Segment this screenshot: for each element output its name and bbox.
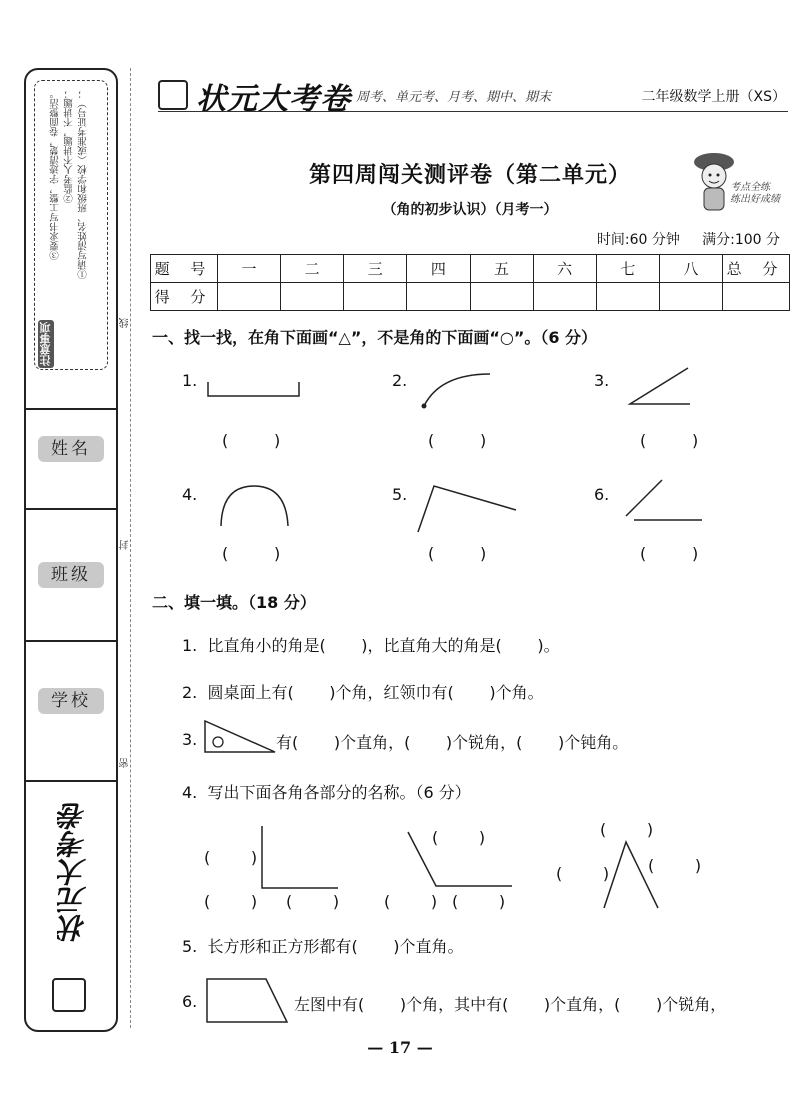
s1-answer-blank[interactable]: ( ) (640, 431, 699, 450)
notice-item-1: ①请写清姓名、班级和学校（或准考证号）； (78, 89, 89, 279)
s1-item-number: 4. (182, 485, 198, 504)
score-cell: 七 (596, 255, 659, 283)
school-panel (26, 640, 116, 782)
grade-label: 二年级数学上册（XS） (641, 89, 786, 105)
s2-q4-blank[interactable]: ( ) (432, 828, 486, 847)
score-table (150, 254, 790, 311)
notice-title: 注意事项 (39, 322, 52, 366)
header-rule (158, 111, 788, 112)
s1-answer-blank[interactable]: ( ) (222, 544, 281, 563)
s2-question-3-number: 3. (182, 730, 198, 749)
s1-answer-blank[interactable]: ( ) (640, 544, 699, 563)
cut-char-close: 密 (120, 758, 131, 768)
s1-answer-blank[interactable]: ( ) (428, 431, 487, 450)
notice-item-3: ③要求书写工整，字迹清楚，卷面整洁。 (50, 89, 61, 260)
s1-figure-curve (218, 482, 292, 528)
s1-answer-blank[interactable]: ( ) (222, 431, 281, 450)
score-input-cell[interactable] (723, 283, 790, 311)
s2-q4-blank[interactable]: ( ) (204, 892, 258, 911)
score-cell: 一 (218, 255, 281, 283)
s1-item-number: 2. (392, 371, 408, 390)
score-cell: 二 (281, 255, 344, 283)
s2-q4-right-angle (258, 824, 342, 892)
s1-item-number: 6. (594, 485, 610, 504)
header-subtitle: 周考、单元考、月考、期中、期末 (356, 90, 552, 105)
section2-heading: 二、填一填。（18 分） (152, 593, 316, 612)
mascot-caption-line-1: 考点全练 (730, 182, 770, 193)
score-cell: 三 (344, 255, 407, 283)
s2-q4-blank[interactable]: ( ) (204, 848, 258, 867)
score-input-cell[interactable] (659, 283, 722, 311)
score-input-cell[interactable] (407, 283, 470, 311)
score-cell-label: 题 号 (151, 255, 218, 283)
score-table-header-row (151, 255, 790, 283)
score-row-label: 得 分 (151, 283, 218, 311)
s2-question-4: 4. 写出下面各角各部分的名称。（6 分） (182, 783, 471, 802)
s1-figure-angle (414, 482, 520, 534)
header-brand: 状元大考卷 (196, 82, 351, 117)
s2-question-5: 5. 长方形和正方形都有( )个直角。 (182, 937, 464, 956)
score-input-cell[interactable] (218, 283, 281, 311)
page-number: — 17 — (367, 1038, 433, 1057)
s2-q4-blank[interactable]: ( ) (600, 820, 654, 839)
score-cell: 八 (659, 255, 722, 283)
s1-figure-bracket (206, 380, 302, 400)
score-input-cell[interactable] (533, 283, 596, 311)
s2-triangle-ruler-icon (202, 718, 278, 756)
score-table-score-row (151, 283, 790, 311)
section1-heading: 一、找一找，在角下面画“△”，不是角的下面画“○”。（6 分） (152, 328, 598, 347)
s2-q4-blank[interactable]: ( ) (384, 892, 438, 911)
name-panel (26, 408, 116, 510)
s1-answer-blank[interactable]: ( ) (428, 544, 487, 563)
mascot-caption-line-2: 练出好成绩 (730, 194, 780, 205)
s1-item-number: 3. (594, 371, 610, 390)
publisher-logo-icon (52, 978, 86, 1012)
s2-q4-blank[interactable]: ( ) (556, 864, 610, 883)
s2-question-3: 有( )个直角，( )个锐角，( )个钝角。 (276, 733, 629, 752)
s2-question-2: 2. 圆桌面上有( )个角，红领巾有( )个角。 (182, 683, 544, 702)
s1-figure-angle (626, 366, 692, 408)
cut-char-line: 线 (120, 318, 131, 328)
score-cell-total: 总 分 (723, 255, 790, 283)
s2-question-1: 1. 比直角小的角是( )，比直角大的角是( )。 (182, 636, 560, 655)
time-info: 时间:60 分钟 满分:100 分 (596, 232, 780, 248)
s1-figure-arc (420, 370, 500, 410)
brand-panel (26, 780, 116, 1032)
score-input-cell[interactable] (470, 283, 533, 311)
page-subtitle: （角的初步认识）（月考一） (382, 202, 558, 218)
score-cell: 四 (407, 255, 470, 283)
s1-item-number: 5. (392, 485, 408, 504)
score-input-cell[interactable] (344, 283, 407, 311)
s1-figure-unjoined (622, 478, 704, 524)
s2-q4-blank[interactable]: ( ) (648, 856, 702, 875)
class-label: 班级 (38, 562, 104, 588)
mascot-caption (730, 182, 780, 206)
s2-question-6: 左图中有( )个角，其中有( )个直角，( )个锐角， (294, 995, 727, 1014)
score-input-cell[interactable] (596, 283, 659, 311)
s1-item-number: 1. (182, 371, 198, 390)
page-title: 第四周闯关测评卷（第二单元） (308, 163, 631, 188)
binding-strip (24, 68, 118, 1032)
school-label: 学校 (38, 688, 104, 714)
score-cell: 五 (470, 255, 533, 283)
brand-vertical: 状元大考卷 (57, 802, 90, 942)
cut-char-seal: 封 (120, 540, 131, 550)
s2-trapezoid-figure (204, 976, 290, 1026)
s2-q4-blank[interactable]: ( ) (286, 892, 340, 911)
s2-question-6-number: 6. (182, 992, 198, 1011)
score-cell: 六 (533, 255, 596, 283)
score-input-cell[interactable] (281, 283, 344, 311)
notice-item-2: ②监考人不讲题，不讲题； (64, 89, 75, 203)
header-logo-icon (158, 80, 188, 110)
s2-q4-blank[interactable]: ( ) (452, 892, 506, 911)
class-panel (26, 508, 116, 642)
name-label: 姓名 (38, 436, 104, 462)
